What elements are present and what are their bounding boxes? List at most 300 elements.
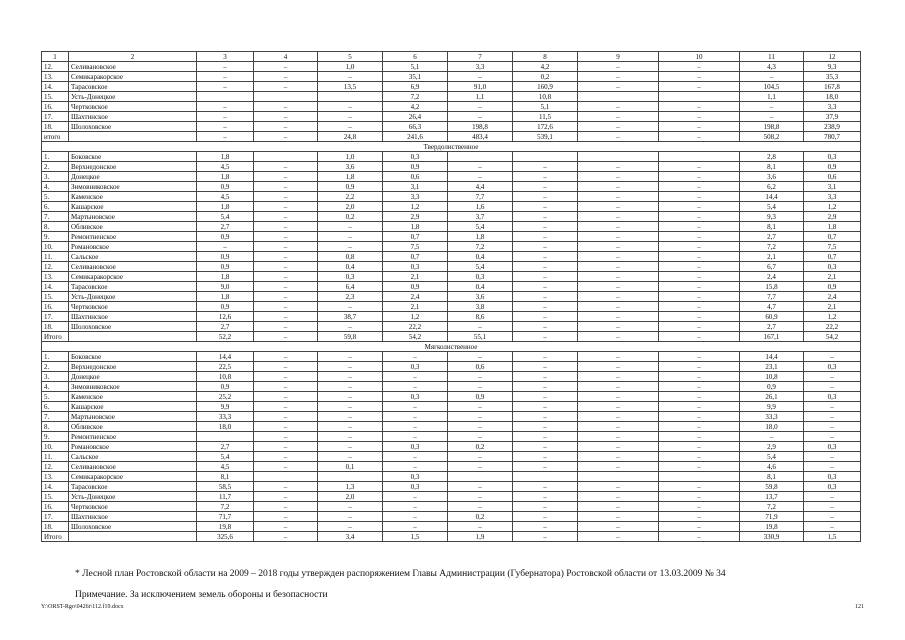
table-row bbox=[42, 242, 861, 252]
value-cell: 0,1 bbox=[318, 462, 383, 472]
value-cell: – bbox=[383, 372, 448, 382]
value-cell: – bbox=[254, 482, 318, 492]
district-name-cell: Романовское bbox=[69, 442, 197, 452]
value-cell: – bbox=[318, 122, 383, 132]
value-cell: 0,2 bbox=[318, 212, 383, 222]
value-cell: 1,2 bbox=[804, 202, 861, 212]
value-cell: – bbox=[448, 322, 513, 332]
table-row bbox=[42, 302, 861, 312]
value-cell: 0,3 bbox=[383, 152, 448, 162]
district-name-cell bbox=[69, 132, 197, 142]
value-cell: – bbox=[318, 242, 383, 252]
row-number-cell: 17. bbox=[42, 512, 69, 522]
district-name-cell: Боковское bbox=[69, 352, 197, 362]
value-cell: – bbox=[578, 172, 659, 182]
row-number-cell: 6. bbox=[42, 402, 69, 412]
value-cell: – bbox=[659, 482, 740, 492]
value-cell: – bbox=[383, 422, 448, 432]
row-number-cell: 17. bbox=[42, 312, 69, 322]
value-cell: – bbox=[513, 402, 578, 412]
value-cell: 238,9 bbox=[804, 122, 861, 132]
column-header: 7 bbox=[448, 52, 513, 62]
value-cell: 160,9 bbox=[513, 82, 578, 92]
district-name-cell: Верхнедонское bbox=[69, 162, 197, 172]
value-cell: 4,7 bbox=[740, 302, 804, 312]
value-cell: 0,7 bbox=[383, 232, 448, 242]
value-cell: – bbox=[318, 412, 383, 422]
value-cell: 2,2 bbox=[318, 192, 383, 202]
column-header: 10 bbox=[659, 52, 740, 62]
value-cell: – bbox=[804, 432, 861, 442]
value-cell: 2,4 bbox=[804, 292, 861, 302]
district-name-cell bbox=[69, 532, 197, 542]
value-cell: – bbox=[513, 292, 578, 302]
value-cell: – bbox=[513, 462, 578, 472]
value-cell bbox=[659, 152, 740, 162]
value-cell: 7,2 bbox=[740, 242, 804, 252]
value-cell: – bbox=[740, 102, 804, 112]
value-cell: – bbox=[578, 212, 659, 222]
value-cell: 5,4 bbox=[740, 452, 804, 462]
value-cell: – bbox=[254, 412, 318, 422]
value-cell: 2,1 bbox=[804, 272, 861, 282]
table-row bbox=[42, 452, 861, 462]
value-cell: – bbox=[578, 462, 659, 472]
value-cell: 2,9 bbox=[383, 212, 448, 222]
value-cell: – bbox=[659, 402, 740, 412]
value-cell: – bbox=[804, 412, 861, 422]
value-cell: 7,2 bbox=[448, 242, 513, 252]
table-row bbox=[42, 312, 861, 322]
value-cell: – bbox=[513, 532, 578, 542]
value-cell: – bbox=[578, 332, 659, 342]
value-cell: 0,9 bbox=[197, 302, 254, 312]
row-number-cell: 4. bbox=[42, 182, 69, 192]
value-cell: – bbox=[254, 62, 318, 72]
value-cell: – bbox=[254, 362, 318, 372]
value-cell: – bbox=[659, 262, 740, 272]
row-number-cell: 14. bbox=[42, 482, 69, 492]
value-cell: – bbox=[254, 192, 318, 202]
value-cell: 1,8 bbox=[448, 232, 513, 242]
value-cell bbox=[197, 92, 254, 102]
row-number-cell: 11. bbox=[42, 452, 69, 462]
district-name-cell: Зимовниковское bbox=[69, 382, 197, 392]
district-name-cell: Шахтинское bbox=[69, 312, 197, 322]
value-cell: 0,9 bbox=[740, 382, 804, 392]
value-cell: 7,7 bbox=[740, 292, 804, 302]
row-number-cell: 3. bbox=[42, 372, 69, 382]
value-cell: 0,3 bbox=[804, 482, 861, 492]
district-name-cell: Чертковское bbox=[69, 102, 197, 112]
district-name-cell: Селивановское bbox=[69, 62, 197, 72]
value-cell: 0,3 bbox=[318, 272, 383, 282]
value-cell: – bbox=[578, 522, 659, 532]
value-cell: 0,9 bbox=[197, 382, 254, 392]
value-cell: – bbox=[659, 502, 740, 512]
value-cell: – bbox=[659, 312, 740, 322]
value-cell: – bbox=[513, 222, 578, 232]
value-cell: 23,1 bbox=[740, 362, 804, 372]
table-row bbox=[42, 372, 861, 382]
value-cell: – bbox=[513, 332, 578, 342]
column-header: 5 bbox=[318, 52, 383, 62]
value-cell: – bbox=[513, 482, 578, 492]
value-cell: 1,8 bbox=[804, 222, 861, 232]
row-number-cell: 9. bbox=[42, 232, 69, 242]
value-cell: – bbox=[254, 492, 318, 502]
district-name-cell: Шолоховское bbox=[69, 122, 197, 132]
value-cell: – bbox=[254, 502, 318, 512]
value-cell: 1,8 bbox=[383, 222, 448, 232]
value-cell: – bbox=[578, 192, 659, 202]
value-cell: – bbox=[659, 132, 740, 142]
value-cell: 2,7 bbox=[197, 222, 254, 232]
row-number-cell: Итого bbox=[42, 532, 69, 542]
value-cell: – bbox=[383, 452, 448, 462]
value-cell: – bbox=[578, 292, 659, 302]
table-row bbox=[42, 522, 861, 532]
value-cell: – bbox=[254, 462, 318, 472]
value-cell: 3,3 bbox=[804, 192, 861, 202]
value-cell: – bbox=[513, 182, 578, 192]
value-cell: – bbox=[513, 262, 578, 272]
value-cell: 1,0 bbox=[318, 152, 383, 162]
value-cell: – bbox=[659, 122, 740, 132]
section-row bbox=[42, 142, 861, 152]
value-cell: 0,4 bbox=[318, 262, 383, 272]
value-cell: 1,0 bbox=[318, 62, 383, 72]
value-cell: – bbox=[804, 382, 861, 392]
value-cell: 2,7 bbox=[740, 322, 804, 332]
value-cell: 25,2 bbox=[197, 392, 254, 402]
value-cell: – bbox=[197, 62, 254, 72]
value-cell: – bbox=[254, 302, 318, 312]
value-cell: – bbox=[578, 482, 659, 492]
value-cell: – bbox=[578, 432, 659, 442]
value-cell: – bbox=[383, 352, 448, 362]
district-name-cell: Кашарское bbox=[69, 402, 197, 412]
value-cell: – bbox=[513, 422, 578, 432]
value-cell: 19,8 bbox=[197, 522, 254, 532]
value-cell: – bbox=[318, 322, 383, 332]
district-name-cell bbox=[69, 332, 197, 342]
value-cell: 4,5 bbox=[197, 462, 254, 472]
value-cell: 24,8 bbox=[318, 132, 383, 142]
value-cell: 5,1 bbox=[383, 62, 448, 72]
row-number-cell: 17. bbox=[42, 112, 69, 122]
district-name-cell: Семикаракорское bbox=[69, 72, 197, 82]
value-cell: – bbox=[578, 102, 659, 112]
value-cell: 1,5 bbox=[383, 532, 448, 542]
value-cell: – bbox=[254, 82, 318, 92]
value-cell: 12,6 bbox=[197, 312, 254, 322]
table-row bbox=[42, 152, 861, 162]
value-cell: – bbox=[254, 432, 318, 442]
district-name-cell: Каменское bbox=[69, 392, 197, 402]
column-header: 6 bbox=[383, 52, 448, 62]
value-cell: – bbox=[318, 72, 383, 82]
value-cell: – bbox=[254, 392, 318, 402]
value-cell: 0,3 bbox=[383, 442, 448, 452]
value-cell: 3,6 bbox=[318, 162, 383, 172]
value-cell: – bbox=[254, 382, 318, 392]
value-cell: 3,1 bbox=[383, 182, 448, 192]
value-cell: 4,5 bbox=[197, 192, 254, 202]
value-cell: – bbox=[804, 352, 861, 362]
value-cell: 9,3 bbox=[740, 212, 804, 222]
value-cell: 539,1 bbox=[513, 132, 578, 142]
value-cell: 54,2 bbox=[804, 332, 861, 342]
value-cell: 22,2 bbox=[383, 322, 448, 332]
value-cell: 167,8 bbox=[804, 82, 861, 92]
value-cell: – bbox=[254, 532, 318, 542]
value-cell: – bbox=[659, 462, 740, 472]
value-cell: – bbox=[578, 202, 659, 212]
value-cell: – bbox=[254, 172, 318, 182]
value-cell: 1,5 bbox=[804, 532, 861, 542]
value-cell: – bbox=[254, 322, 318, 332]
page-number: 121 bbox=[855, 604, 864, 610]
value-cell: – bbox=[513, 452, 578, 462]
value-cell: 66,3 bbox=[383, 122, 448, 132]
value-cell: 172,6 bbox=[513, 122, 578, 132]
value-cell: – bbox=[448, 522, 513, 532]
row-number-cell: 13. bbox=[42, 72, 69, 82]
value-cell: – bbox=[578, 182, 659, 192]
value-cell: 0,2 bbox=[448, 512, 513, 522]
value-cell: 7,7 bbox=[448, 192, 513, 202]
value-cell: – bbox=[448, 462, 513, 472]
value-cell: 3,6 bbox=[448, 292, 513, 302]
value-cell: 2,0 bbox=[318, 202, 383, 212]
value-cell: – bbox=[578, 62, 659, 72]
value-cell: 198,8 bbox=[740, 122, 804, 132]
district-name-cell: Селивановское bbox=[69, 462, 197, 472]
table-row bbox=[42, 412, 861, 422]
row-number-cell: 10. bbox=[42, 442, 69, 452]
district-name-cell: Обливское bbox=[69, 222, 197, 232]
value-cell: – bbox=[659, 222, 740, 232]
value-cell: 0,3 bbox=[804, 472, 861, 482]
value-cell: 2,8 bbox=[740, 152, 804, 162]
value-cell: – bbox=[578, 272, 659, 282]
value-cell: – bbox=[659, 212, 740, 222]
value-cell: – bbox=[448, 492, 513, 502]
value-cell: – bbox=[254, 522, 318, 532]
district-name-cell: Сальское bbox=[69, 252, 197, 262]
value-cell: – bbox=[513, 242, 578, 252]
value-cell: – bbox=[659, 292, 740, 302]
value-cell: – bbox=[578, 372, 659, 382]
value-cell: – bbox=[578, 422, 659, 432]
district-name-cell: Чертковское bbox=[69, 302, 197, 312]
value-cell: – bbox=[578, 512, 659, 522]
district-name-cell: Кашарское bbox=[69, 202, 197, 212]
value-cell: – bbox=[448, 482, 513, 492]
value-cell: – bbox=[254, 222, 318, 232]
value-cell: 8,1 bbox=[197, 472, 254, 482]
value-cell: – bbox=[197, 82, 254, 92]
table-row bbox=[42, 212, 861, 222]
value-cell: 11,5 bbox=[513, 112, 578, 122]
value-cell: 2,1 bbox=[383, 302, 448, 312]
value-cell: – bbox=[254, 402, 318, 412]
value-cell: – bbox=[383, 502, 448, 512]
value-cell: – bbox=[254, 252, 318, 262]
row-number-cell: 1. bbox=[42, 352, 69, 362]
value-cell: – bbox=[197, 242, 254, 252]
value-cell: – bbox=[659, 522, 740, 532]
value-cell: 198,8 bbox=[448, 122, 513, 132]
value-cell: – bbox=[804, 462, 861, 472]
row-number-cell: 5. bbox=[42, 192, 69, 202]
value-cell: 1,2 bbox=[383, 312, 448, 322]
table-row bbox=[42, 492, 861, 502]
value-cell: 1,2 bbox=[383, 202, 448, 212]
row-number-cell: 5. bbox=[42, 392, 69, 402]
value-cell: 0,3 bbox=[383, 482, 448, 492]
value-cell: 3,7 bbox=[448, 212, 513, 222]
value-cell: – bbox=[578, 262, 659, 272]
value-cell: 2,3 bbox=[318, 292, 383, 302]
value-cell: – bbox=[318, 302, 383, 312]
district-name-cell: Тарасовское bbox=[69, 82, 197, 92]
value-cell: – bbox=[659, 382, 740, 392]
value-cell: – bbox=[513, 162, 578, 172]
value-cell: – bbox=[383, 432, 448, 442]
value-cell: – bbox=[448, 422, 513, 432]
value-cell: – bbox=[448, 72, 513, 82]
row-number-cell: 7. bbox=[42, 412, 69, 422]
value-cell: – bbox=[659, 302, 740, 312]
value-cell: – bbox=[318, 102, 383, 112]
district-name-cell: Романовское bbox=[69, 242, 197, 252]
value-cell: 6,2 bbox=[740, 182, 804, 192]
table-row bbox=[42, 432, 861, 442]
value-cell: – bbox=[578, 242, 659, 252]
value-cell: 59,8 bbox=[318, 332, 383, 342]
value-cell: 54,2 bbox=[383, 332, 448, 342]
value-cell: – bbox=[659, 332, 740, 342]
value-cell: 2,0 bbox=[318, 492, 383, 502]
value-cell: – bbox=[254, 212, 318, 222]
value-cell: – bbox=[659, 102, 740, 112]
table-row bbox=[42, 392, 861, 402]
value-cell: 104,5 bbox=[740, 82, 804, 92]
value-cell: 91,0 bbox=[448, 82, 513, 92]
value-cell: – bbox=[254, 162, 318, 172]
value-cell: 0,3 bbox=[383, 472, 448, 482]
value-cell: 26,1 bbox=[740, 392, 804, 402]
value-cell: 0,6 bbox=[804, 172, 861, 182]
table-row bbox=[42, 82, 861, 92]
district-name-cell: Ремонтненское bbox=[69, 232, 197, 242]
value-cell: 0,7 bbox=[383, 252, 448, 262]
column-header: 12 bbox=[804, 52, 861, 62]
value-cell: 8,1 bbox=[740, 222, 804, 232]
value-cell: – bbox=[578, 382, 659, 392]
value-cell: 0,9 bbox=[383, 282, 448, 292]
value-cell: 33,3 bbox=[197, 412, 254, 422]
value-cell: 5,4 bbox=[197, 212, 254, 222]
value-cell: – bbox=[513, 172, 578, 182]
table-row bbox=[42, 122, 861, 132]
value-cell: 2,1 bbox=[383, 272, 448, 282]
table-row bbox=[42, 462, 861, 472]
value-cell: 33,3 bbox=[740, 412, 804, 422]
table-row bbox=[42, 512, 861, 522]
value-cell: 8,6 bbox=[448, 312, 513, 322]
column-header: 2 bbox=[69, 52, 197, 62]
value-cell bbox=[578, 92, 659, 102]
value-cell: – bbox=[513, 492, 578, 502]
table-row bbox=[42, 72, 861, 82]
value-cell: 8,1 bbox=[740, 472, 804, 482]
value-cell: – bbox=[513, 202, 578, 212]
value-cell: – bbox=[804, 422, 861, 432]
value-cell: 0,8 bbox=[318, 252, 383, 262]
value-cell: 18,0 bbox=[804, 92, 861, 102]
value-cell: – bbox=[254, 292, 318, 302]
value-cell: – bbox=[448, 162, 513, 172]
value-cell: 1,9 bbox=[448, 532, 513, 542]
value-cell: – bbox=[318, 362, 383, 372]
value-cell: 0,3 bbox=[804, 362, 861, 372]
value-cell: – bbox=[513, 322, 578, 332]
district-name-cell: Мартыновское bbox=[69, 212, 197, 222]
row-number-cell: 12. bbox=[42, 262, 69, 272]
table-row bbox=[42, 222, 861, 232]
value-cell: – bbox=[254, 232, 318, 242]
value-cell: 22,5 bbox=[197, 362, 254, 372]
value-cell: – bbox=[804, 492, 861, 502]
value-cell: 1,8 bbox=[318, 172, 383, 182]
row-number-cell: 1. bbox=[42, 152, 69, 162]
column-header: 1 bbox=[42, 52, 69, 62]
district-name-cell: Семикаракорское bbox=[69, 472, 197, 482]
value-cell: 0,3 bbox=[383, 362, 448, 372]
value-cell: 10,8 bbox=[513, 92, 578, 102]
value-cell: – bbox=[804, 522, 861, 532]
table-row bbox=[42, 292, 861, 302]
district-name-cell: Сальское bbox=[69, 452, 197, 462]
row-number-cell: 6. bbox=[42, 202, 69, 212]
value-cell: – bbox=[659, 372, 740, 382]
row-number-cell: 15. bbox=[42, 92, 69, 102]
value-cell: 37,9 bbox=[804, 112, 861, 122]
value-cell: – bbox=[197, 132, 254, 142]
table-row bbox=[42, 92, 861, 102]
value-cell: – bbox=[254, 272, 318, 282]
value-cell: – bbox=[318, 352, 383, 362]
value-cell: 0,9 bbox=[383, 162, 448, 172]
value-cell: – bbox=[513, 252, 578, 262]
row-number-cell: 12. bbox=[42, 462, 69, 472]
row-number-cell: 14. bbox=[42, 282, 69, 292]
value-cell: 22,2 bbox=[804, 322, 861, 332]
value-cell: – bbox=[254, 352, 318, 362]
value-cell: 6,7 bbox=[740, 262, 804, 272]
row-number-cell: 13. bbox=[42, 272, 69, 282]
value-cell: 14,4 bbox=[197, 352, 254, 362]
value-cell: 60,9 bbox=[740, 312, 804, 322]
value-cell: 13,7 bbox=[740, 492, 804, 502]
value-cell: – bbox=[448, 402, 513, 412]
value-cell: 0,4 bbox=[448, 252, 513, 262]
value-cell bbox=[578, 472, 659, 482]
table-row bbox=[42, 362, 861, 372]
